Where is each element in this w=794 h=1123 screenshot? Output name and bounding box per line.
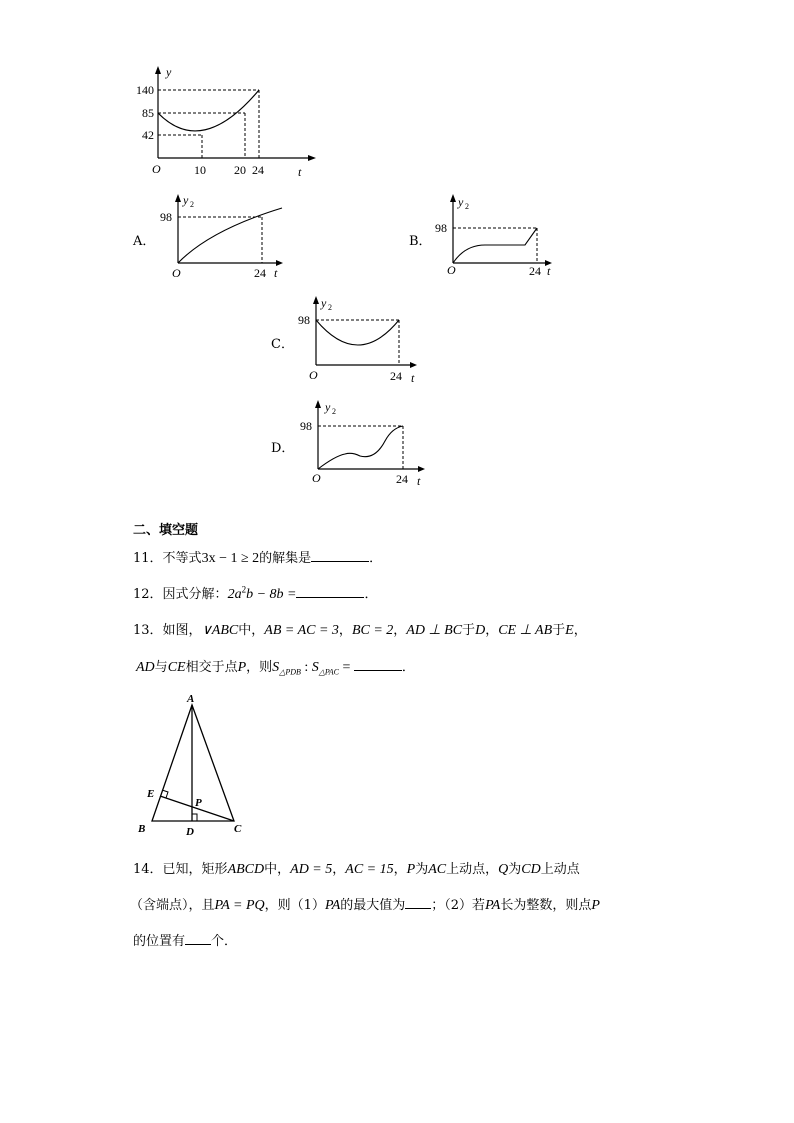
svg-text:2: 2 <box>465 202 469 211</box>
q13-ce: CE <box>167 660 186 675</box>
q11-text2: 的解集是 <box>259 551 312 566</box>
question-14-line2 <box>130 894 600 914</box>
q11-answer-blank[interactable] <box>311 549 369 562</box>
svg-text:2: 2 <box>332 407 336 416</box>
main-x-tick-24: 24 <box>252 163 264 177</box>
triangle-figure <box>130 690 260 840</box>
q13-l2-t1: 与 <box>154 660 168 675</box>
svg-text:O: O <box>309 368 318 382</box>
question-14-line1 <box>133 858 580 878</box>
q14-rect: ABCD <box>227 862 265 877</box>
q14-q: Q <box>498 862 509 877</box>
question-12 <box>133 583 377 603</box>
svg-text:O: O <box>172 266 181 280</box>
q14-t3: 为 <box>415 862 429 877</box>
q12-answer-blank[interactable] <box>296 585 364 598</box>
svg-text:98: 98 <box>160 210 172 224</box>
main-x-label: t <box>298 165 302 179</box>
vertex-c-label: C <box>234 823 242 835</box>
q11-end: ． <box>369 551 383 566</box>
vertex-d-label: D <box>186 826 194 838</box>
main-y-tick-42: 42 <box>142 128 154 142</box>
q14-l2-pa: PA <box>324 898 341 913</box>
q11-text1: 不等式 <box>162 551 202 566</box>
svg-text:y: y <box>458 195 464 209</box>
q14-l3-t1: 的位置有 <box>133 934 186 949</box>
q12-expr-sup: 2 <box>241 584 247 595</box>
svg-text:98: 98 <box>435 221 447 235</box>
svg-text:y: y <box>183 193 189 207</box>
q13-eq4: CE ⊥ AB <box>498 623 553 638</box>
vertex-a-label: A <box>187 693 195 705</box>
q14-p: P <box>406 862 416 877</box>
question-13-line1 <box>133 619 587 639</box>
q12-end: ． <box>364 587 378 602</box>
vertex-p-label: P <box>195 797 202 809</box>
q12-number: 12． <box>133 587 163 602</box>
q13-sep3: ， <box>485 623 499 638</box>
q12-text1: 因式分解： <box>162 587 228 602</box>
q14-t6: 上动点 <box>540 862 580 877</box>
q11-expr: 3x − 1 ≥ 2 <box>201 551 260 566</box>
q13-s1-sub: △PDB <box>279 667 301 677</box>
q13-s2: S <box>311 660 319 675</box>
q13-t4: 于 <box>552 623 566 638</box>
q11-number: 11． <box>133 551 163 566</box>
svg-text:24: 24 <box>390 369 402 383</box>
q14-sep2: ， <box>393 862 407 877</box>
option-c-label[interactable]: C． <box>271 337 294 352</box>
vertex-b-label: B <box>138 823 146 835</box>
svg-text:t: t <box>411 371 415 385</box>
svg-text:O: O <box>447 263 456 277</box>
svg-text:24: 24 <box>396 472 408 486</box>
question-11 <box>133 547 382 567</box>
main-y-tick-140: 140 <box>136 83 154 97</box>
q14-eq1: AD = 5 <box>290 862 333 877</box>
q13-answer-blank[interactable] <box>354 658 402 671</box>
q13-t3: 于 <box>462 623 476 638</box>
q14-number: 14． <box>133 862 163 877</box>
q13-d: D <box>475 623 486 638</box>
svg-text:24: 24 <box>254 266 266 280</box>
q14-l2-t1: （含端点），且 <box>130 898 215 913</box>
svg-text:t: t <box>274 266 278 280</box>
main-x-tick-10: 10 <box>194 163 206 177</box>
q14-answer-blank-2[interactable] <box>185 932 211 945</box>
q14-l2-pa2: PA <box>485 898 501 913</box>
svg-text:98: 98 <box>300 419 312 433</box>
q14-t2: 中， <box>264 862 291 877</box>
q14-eq2: AC = 15 <box>345 862 394 877</box>
q14-t5: 为 <box>508 862 522 877</box>
q13-e: E <box>565 623 574 638</box>
main-origin: O <box>152 162 161 176</box>
q13-ad: AD <box>136 660 155 675</box>
main-graph <box>130 58 320 183</box>
q14-cd: CD <box>521 862 541 877</box>
option-a-graph <box>150 190 290 282</box>
q14-t1: 已知，矩形 <box>162 862 228 877</box>
q13-eq1: AB = AC = 3 <box>264 623 339 638</box>
main-x-tick-20: 20 <box>234 163 246 177</box>
q14-l2-t5: 长为整数，则点 <box>500 898 592 913</box>
option-b-label[interactable]: B． <box>409 234 432 249</box>
q14-answer-blank-1[interactable] <box>405 896 431 909</box>
q14-l2-p: P <box>591 898 600 913</box>
q13-t2: 中， <box>238 623 265 638</box>
q13-sep4: ， <box>573 623 587 638</box>
q14-l2-t3: 的最大值为 <box>340 898 406 913</box>
q14-l2-t2: ，则（1） <box>264 898 325 913</box>
q14-l2-t4: ；（2）若 <box>431 898 486 913</box>
svg-text:y: y <box>321 296 327 310</box>
q13-l2-t3: ，则 <box>246 660 273 675</box>
q13-t1: 如图， <box>162 623 202 638</box>
svg-text:2: 2 <box>328 303 332 312</box>
main-y-tick-85: 85 <box>142 106 154 120</box>
q13-p: P <box>237 660 247 675</box>
q13-l2-t2: 相交于点 <box>185 660 238 675</box>
question-13-line2 <box>136 656 415 677</box>
q13-sep2: ， <box>393 623 407 638</box>
svg-text:y: y <box>325 400 331 414</box>
vertex-e-label: E <box>147 788 155 800</box>
option-d-graph <box>290 396 430 490</box>
q13-s1: S <box>272 660 280 675</box>
svg-text:24: 24 <box>529 264 541 278</box>
option-c-graph <box>288 292 428 387</box>
svg-text:t: t <box>547 264 551 278</box>
svg-text:t: t <box>417 474 421 488</box>
option-a-label[interactable]: A． <box>133 234 156 249</box>
q13-number: 13． <box>133 623 163 638</box>
svg-text:O: O <box>312 471 321 485</box>
q13-s2-sub: △PAC <box>318 667 339 677</box>
question-14-line3 <box>133 930 237 949</box>
section-title: 二、填空题 <box>133 523 199 538</box>
q13-tri: ∨ABC <box>201 623 239 638</box>
q14-l3-t2: 个． <box>211 934 238 949</box>
option-b-graph <box>425 190 560 282</box>
q13-end: ． <box>401 660 415 675</box>
option-d-label[interactable]: D． <box>271 441 295 456</box>
svg-text:98: 98 <box>298 313 310 327</box>
q14-sep1: ， <box>332 862 346 877</box>
q13-eq3: AD ⊥ BC <box>406 623 463 638</box>
q13-sep1: ， <box>338 623 352 638</box>
q14-ac: AC <box>428 862 447 877</box>
q12-expr-a: 2a <box>227 587 242 602</box>
main-y-label: y <box>166 65 172 79</box>
q14-t4: 上动点， <box>446 862 499 877</box>
q14-l2-eq: PA = PQ <box>214 898 265 913</box>
q13-colon: : <box>300 660 312 675</box>
svg-text:2: 2 <box>190 200 194 209</box>
q12-expr-b: b − 8b = <box>246 587 297 602</box>
q13-eqsign: = <box>339 660 354 675</box>
q13-eq2: BC = 2 <box>351 623 394 638</box>
